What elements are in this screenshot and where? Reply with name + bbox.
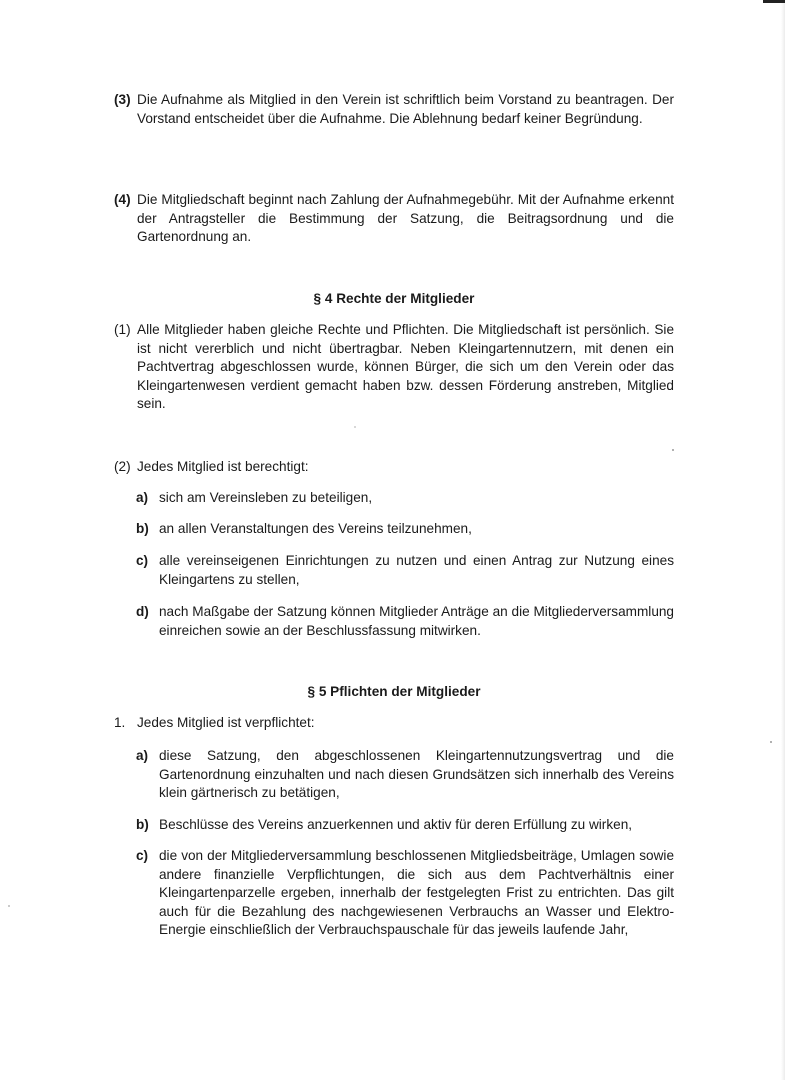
scan-speck [770,741,772,743]
list-item [136,816,674,835]
list-item [136,847,674,940]
paragraph-text: Jedes Mitglied ist verpflichtet: [137,715,315,730]
item-label: c) [136,848,149,863]
paragraph-4 [114,191,674,247]
item-text: alle vereinseigenen Einrichtungen zu nutzen und einen Antrag zur Nutzung eines Kleingartens zu stellen, [159,553,674,587]
item-text: diese Satzung, den abgeschlossenen Kleingartennutzungsvertrag und die Gartenordnung einzuhalten und nach diesen Grundsätzen sich innerhalb des Vereins klein gärtnerisch zu betätigen, [159,748,674,801]
list-item [136,520,674,539]
paragraph-text: Jedes Mitglied ist berechtigt: [137,459,309,474]
scan-edge-shadow [781,0,785,1080]
item-label: a) [136,490,149,505]
item-text: an allen Veranstaltungen des Vereins teilzunehmen, [159,521,472,536]
item-label: d) [136,604,149,619]
item-text: nach Maßgabe der Satzung können Mitglieder Anträge an die Mitgliederversammlung einreichen sowie an der Beschlussfassung mitwirken. [159,604,674,638]
item-label: c) [136,553,149,568]
paragraph-number: (1) [114,322,131,337]
item-label: a) [136,748,149,763]
item-label: b) [136,817,149,832]
scan-speck [8,905,10,907]
paragraph-number: 1. [114,715,126,730]
section-heading-5: § 5 Pflichten der Mitglieder [307,684,481,699]
list-item [136,747,674,803]
scan-speck [672,449,674,451]
section-5-paragraph-1 [114,714,674,733]
section-4-paragraph-2 [114,458,674,477]
item-text: die von der Mitgliederversammlung beschlossenen Mitgliedsbeiträge, Umlagen sowie andere finanzielle Verpflichtungen, die sich aus dem Pachtverhältnis einer Kleingartenparzelle ergeben, innerhalb der festgelegten Frist zu entrichten. Das gilt auch für die Bezahlung des nachgewiesenen Verbrauchs an Wasser und Elektro-Energie einschließlich der Verbrauchspauschale für das jeweils laufende Jahr, [159,848,674,938]
list-item [136,552,674,589]
paragraph-number: (4) [114,192,131,207]
paragraph-text: Alle Mitglieder haben gleiche Rechte und Pflichten. Die Mitgliedschaft ist persönlich. Sie ist nicht vererblich und nicht übertragbar. Neben Kleingartennutzern, mit denen ein Pachtvertrag abgeschlossen wurde, können Bürger, die sich um den Verein oder das Kleingartenwesen verdient gemacht haben bzw. dessen Förderung anstreben, Mitglied sein. [137,322,674,412]
item-text: Beschlüsse des Vereins anzuerkennen und aktiv für deren Erfüllung zu wirken, [159,817,633,832]
list-item [136,489,674,508]
paragraph-text: Die Mitgliedschaft beginnt nach Zahlung der Aufnahmegebühr. Mit der Aufnahme erkennt der Antragsteller die Bestimmung der Satzung, die Beitragsordnung und die Gartenordnung an. [137,192,674,245]
list-item [136,603,674,640]
scan-speck [354,426,356,428]
paragraph-number: (2) [114,459,131,474]
scan-corner-mark [763,0,785,3]
item-label: b) [136,521,149,536]
paragraph-number: (3) [114,92,131,107]
item-text: sich am Vereinsleben zu beteiligen, [159,490,373,505]
paragraph-3 [114,91,674,128]
paragraph-text: Die Aufnahme als Mitglied in den Verein ist schriftlich beim Vorstand zu beantragen. Der Vorstand entscheidet über die Aufnahme. Die Ablehnung bedarf keiner Begründung. [137,92,674,126]
section-heading-4: § 4 Rechte der Mitglieder [313,291,475,306]
section-4-paragraph-1 [114,321,674,414]
